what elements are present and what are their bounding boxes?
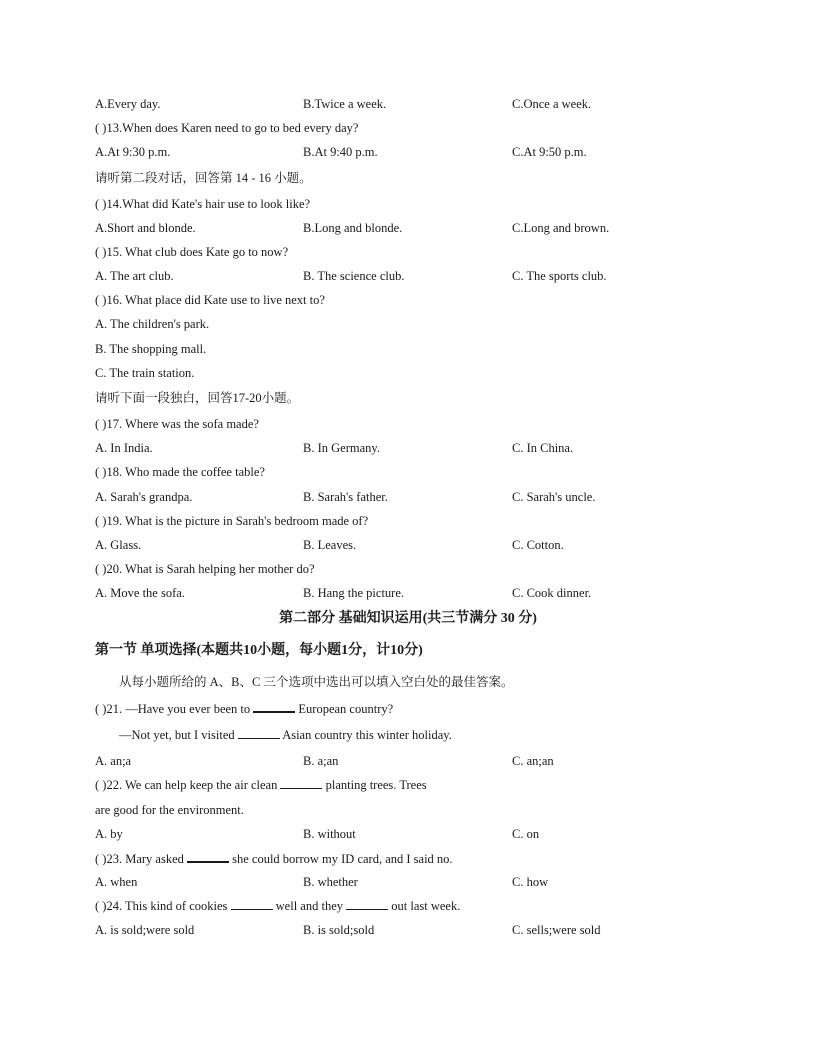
q15-stem xyxy=(95,244,288,260)
answer-paren: ( ) xyxy=(95,465,107,479)
q22-stem xyxy=(95,777,427,793)
q15-option-a: A. The art club. xyxy=(95,269,174,283)
section1-instruction: 从每小题所给的 A、B、C 三个选项中选出可以填入空白处的最佳答案。 xyxy=(119,675,514,689)
q14-option-a: A.Short and blonde. xyxy=(95,221,196,235)
q21-option-c: C. an;an xyxy=(512,754,554,768)
answer-blank xyxy=(231,898,273,910)
q20-stem xyxy=(95,561,315,577)
part2-title: 第二部分 基础知识运用(共三节满分 30 分) xyxy=(279,611,537,626)
section1-title: 第一节 单项选择(本题共10小题，每小题1分，计10分) xyxy=(95,643,423,658)
q22-stem-line2: are good for the environment. xyxy=(95,803,244,817)
q18-stem xyxy=(95,464,265,480)
q12-option-b: B.Twice a week. xyxy=(303,97,387,111)
question-text: out last week. xyxy=(391,899,461,913)
q24-option-b: B. is sold;sold xyxy=(303,923,375,937)
question-text: 21. —Have you ever been to xyxy=(106,702,251,716)
q21-stem-line2 xyxy=(119,727,452,743)
q19-option-c: C. Cotton. xyxy=(512,538,564,552)
section-instruction-2: 请听下面一段独白，回答17-20小题。 xyxy=(95,391,300,405)
q22-option-a: A. by xyxy=(95,827,123,841)
answer-paren: ( ) xyxy=(95,562,107,576)
q13-option-a: A.At 9:30 p.m. xyxy=(95,145,171,159)
q23-stem xyxy=(95,850,453,867)
answer-paren: ( ) xyxy=(95,121,107,135)
q14-option-b: B.Long and blonde. xyxy=(303,221,403,235)
q20-option-c: C. Cook dinner. xyxy=(512,586,592,600)
answer-paren: ( ) xyxy=(95,778,107,792)
q17-option-b: B. In Germany. xyxy=(303,441,380,455)
question-text: well and they xyxy=(275,899,343,913)
q24-option-c: C. sells;were sold xyxy=(512,923,601,937)
question-text: 17. Where was the sofa made? xyxy=(106,417,259,431)
answer-paren: ( ) xyxy=(95,702,107,716)
q14-option-c: C.Long and brown. xyxy=(512,221,610,235)
answer-blank xyxy=(346,898,388,910)
question-text: 19. What is the picture in Sarah's bedroom made of? xyxy=(106,514,369,528)
q15-option-c: C. The sports club. xyxy=(512,269,607,283)
question-text: 14.What did Kate's hair use to look like? xyxy=(106,197,311,211)
q23-option-c: C. how xyxy=(512,875,549,889)
q19-stem xyxy=(95,513,368,529)
q14-stem xyxy=(95,196,310,212)
answer-blank xyxy=(253,700,295,713)
q18-option-c: C. Sarah's uncle. xyxy=(512,490,596,504)
question-text: 15. What club does Kate go to now? xyxy=(106,245,289,259)
q20-option-b: B. Hang the picture. xyxy=(303,586,405,600)
q17-stem xyxy=(95,416,259,432)
answer-blank xyxy=(238,727,280,739)
q19-option-b: B. Leaves. xyxy=(303,538,357,552)
q16-stem xyxy=(95,292,325,308)
question-text: 20. What is Sarah helping her mother do? xyxy=(106,562,315,576)
q17-option-c: C. In China. xyxy=(512,441,574,455)
answer-paren: ( ) xyxy=(95,417,107,431)
q24-stem xyxy=(95,898,460,914)
question-text: Asian country this winter holiday. xyxy=(282,728,452,742)
q12-option-a: A.Every day. xyxy=(95,97,161,111)
answer-paren: ( ) xyxy=(95,852,107,866)
question-text: planting trees. Trees xyxy=(325,778,427,792)
q22-option-c: C. on xyxy=(512,827,540,841)
question-text: 23. Mary asked xyxy=(106,852,184,866)
question-text: 18. Who made the coffee table? xyxy=(106,465,265,479)
q15-option-b: B. The science club. xyxy=(303,269,405,283)
answer-paren: ( ) xyxy=(95,293,107,307)
question-text: —Not yet, but I visited xyxy=(119,728,235,742)
question-text: she could borrow my ID card, and I said no. xyxy=(232,852,453,866)
q23-option-b: B. whether xyxy=(303,875,358,889)
answer-paren: ( ) xyxy=(95,899,107,913)
q18-option-b: B. Sarah's father. xyxy=(303,490,388,504)
q16-option-c: C. The train station. xyxy=(95,366,195,380)
answer-blank xyxy=(280,777,322,789)
q16-option-a: A. The children's park. xyxy=(95,317,210,331)
answer-paren: ( ) xyxy=(95,245,107,259)
q23-option-a: A. when xyxy=(95,875,138,889)
answer-paren: ( ) xyxy=(95,197,107,211)
q19-option-a: A. Glass. xyxy=(95,538,142,552)
q22-option-b: B. without xyxy=(303,827,356,841)
q13-option-c: C.At 9:50 p.m. xyxy=(512,145,587,159)
question-text: 16. What place did Kate use to live next to? xyxy=(106,293,325,307)
q21-option-a: A. an;a xyxy=(95,754,132,768)
question-text: 24. This kind of cookies xyxy=(106,899,228,913)
q12-option-c: C.Once a week. xyxy=(512,97,592,111)
answer-blank xyxy=(187,850,229,863)
question-text: 13.When does Karen need to go to bed every day? xyxy=(106,121,359,135)
q13-option-b: B.At 9:40 p.m. xyxy=(303,145,378,159)
q18-option-a: A. Sarah's grandpa. xyxy=(95,490,193,504)
q21-option-b: B. a;an xyxy=(303,754,339,768)
q20-option-a: A. Move the sofa. xyxy=(95,586,185,600)
question-text: European country? xyxy=(298,702,394,716)
q16-option-b: B. The shopping mall. xyxy=(95,342,207,356)
section-instruction-1: 请听第二段对话，回答第 14 - 16 小题。 xyxy=(95,171,312,185)
answer-paren: ( ) xyxy=(95,514,107,528)
q24-option-a: A. is sold;were sold xyxy=(95,923,195,937)
q21-stem xyxy=(95,700,393,717)
q17-option-a: A. In India. xyxy=(95,441,153,455)
question-text: 22. We can help keep the air clean xyxy=(106,778,278,792)
q13-stem xyxy=(95,120,358,136)
